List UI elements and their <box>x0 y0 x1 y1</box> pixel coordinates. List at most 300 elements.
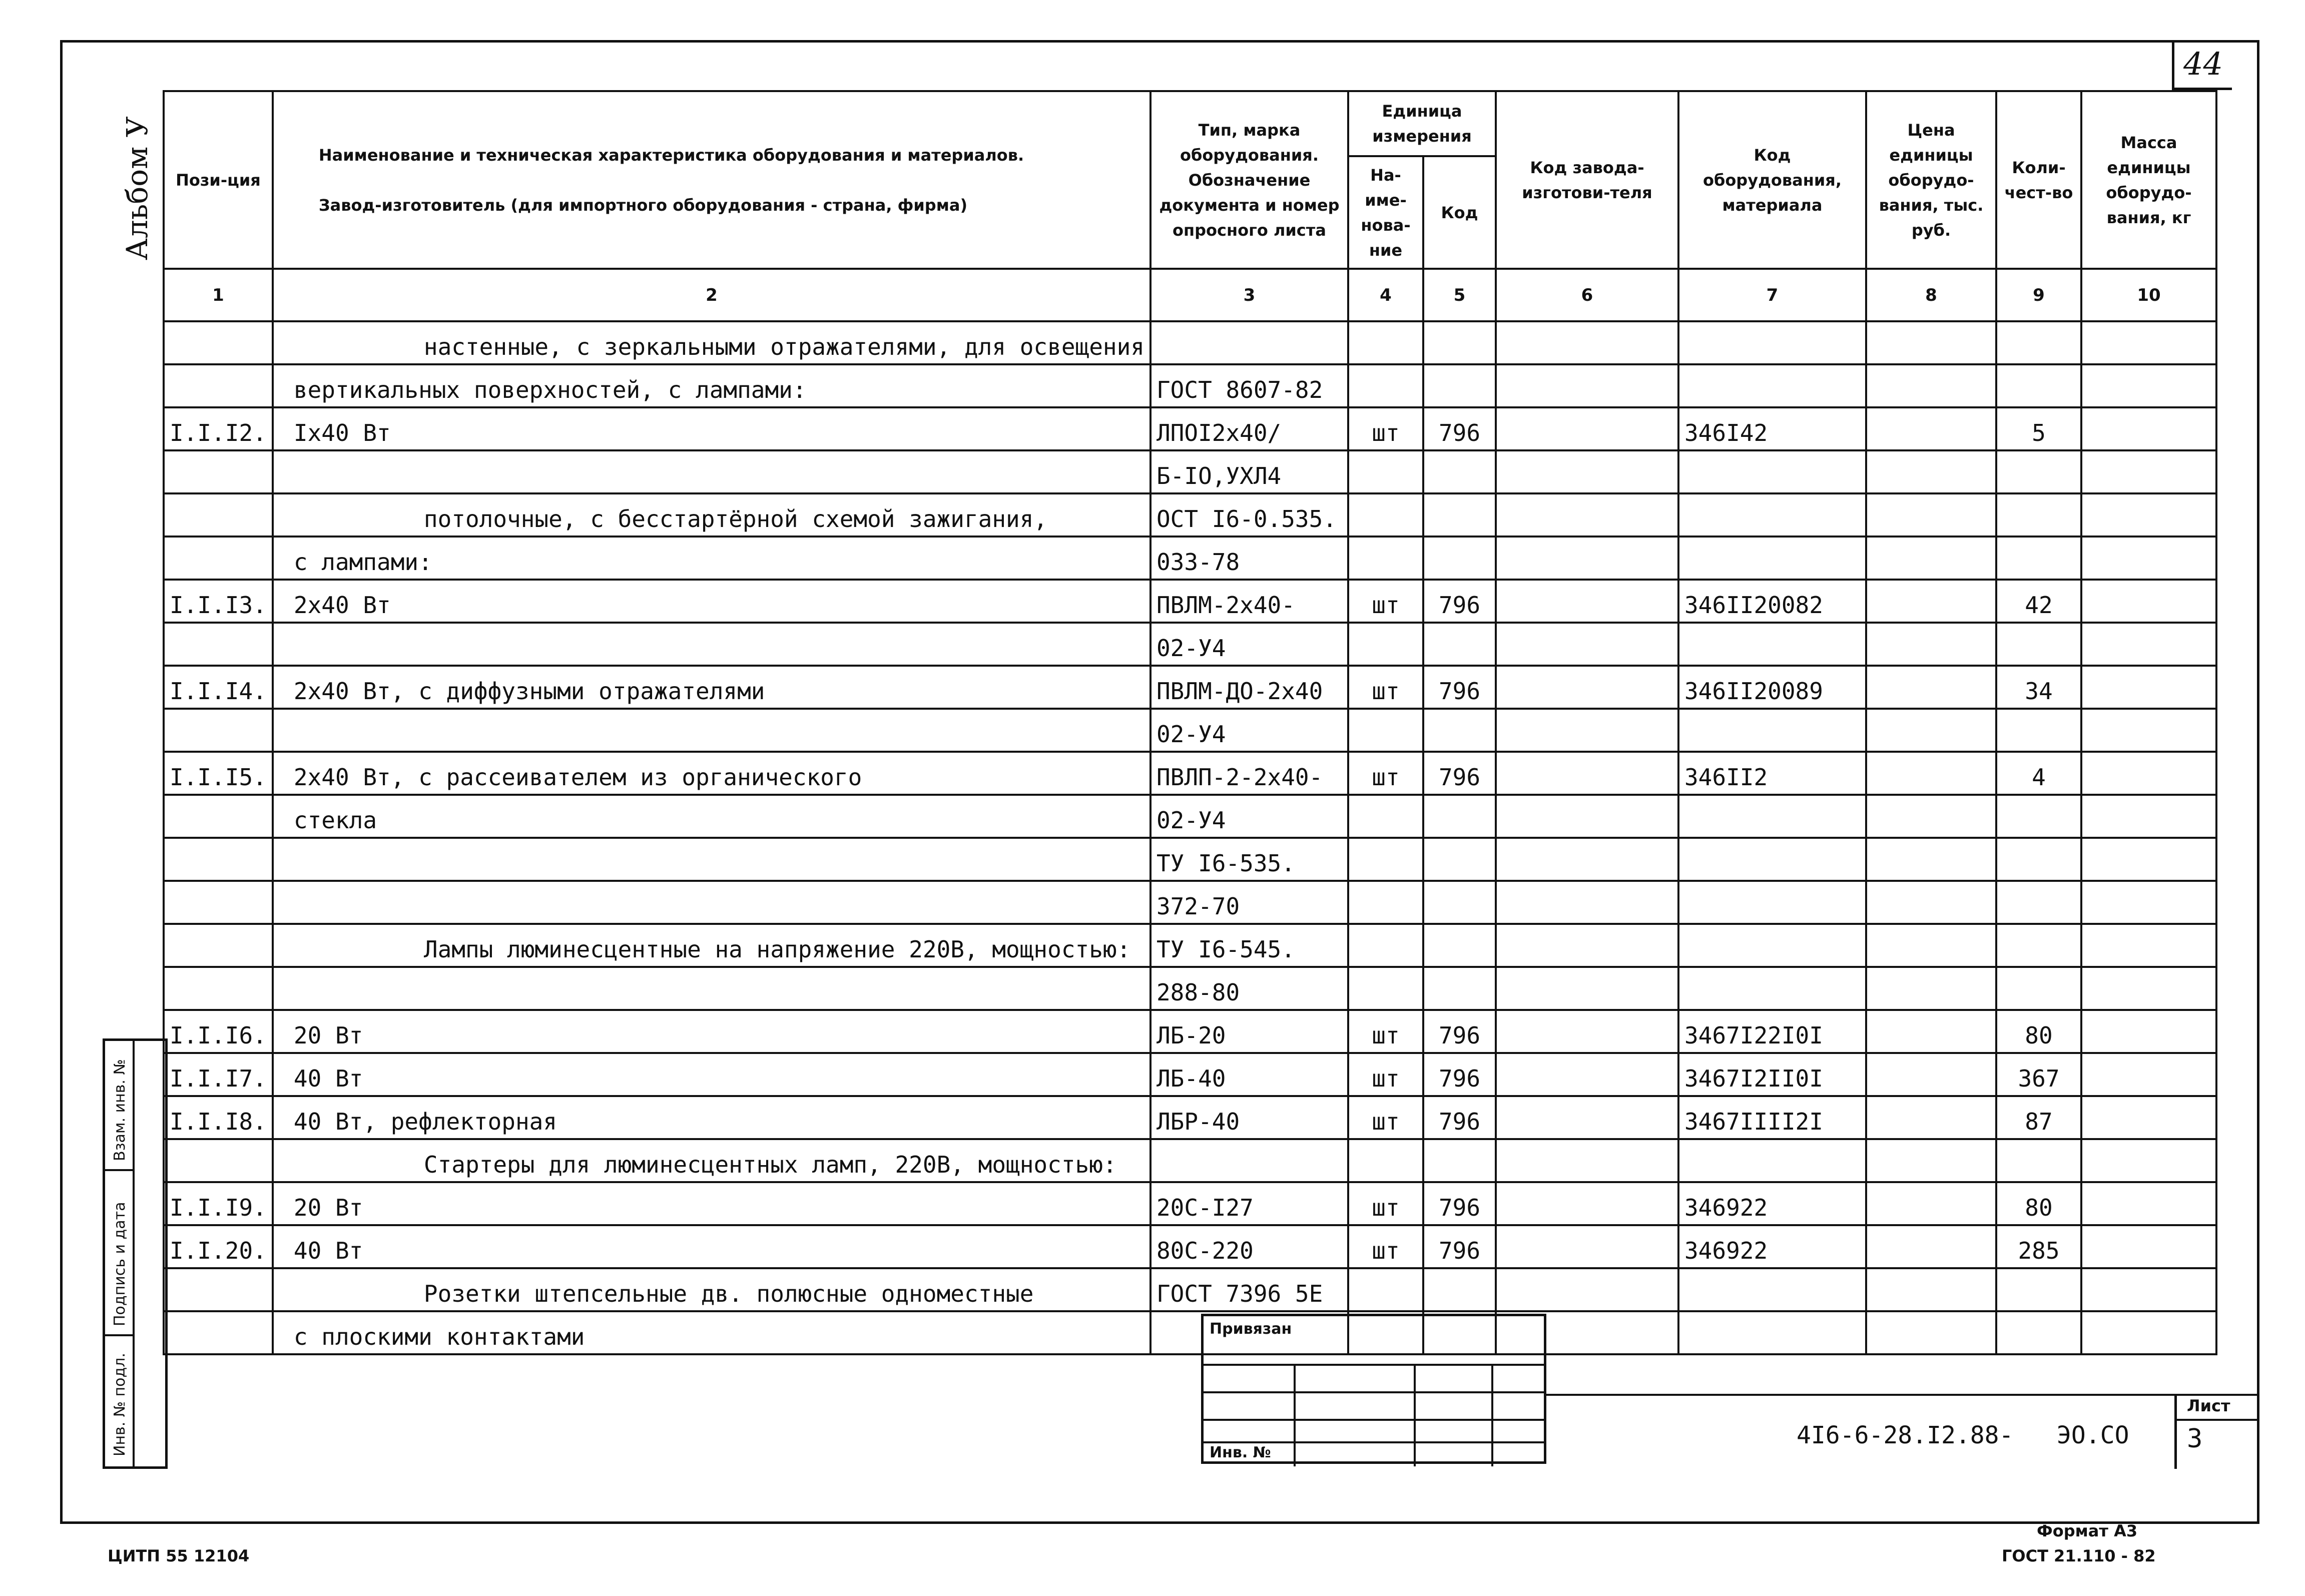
cell-name: 20 Вт <box>273 1182 1150 1225</box>
cell-plant-code <box>1496 709 1678 752</box>
cell-name: стекла <box>273 795 1150 838</box>
cell-price <box>1866 924 1996 967</box>
cell-price <box>1866 623 1996 666</box>
cell-plant-code <box>1496 580 1678 623</box>
cell-mass <box>2081 537 2216 580</box>
cell-unit-code: 796 <box>1423 1053 1496 1096</box>
cell-name: 40 Вт <box>273 1053 1150 1096</box>
cell-mass <box>2081 1268 2216 1311</box>
cell-position <box>164 1139 273 1182</box>
cell-unit-name: шт <box>1348 1225 1423 1268</box>
cell-unit-code: 796 <box>1423 1010 1496 1053</box>
table-row <box>164 364 2216 407</box>
table-row <box>164 580 2216 623</box>
cell-position <box>164 537 273 580</box>
cell-type: ЛБР-40 <box>1150 1096 1348 1139</box>
table-row <box>164 795 2216 838</box>
equipment-spec-table <box>163 90 2217 1355</box>
cell-equip-code: 346922 <box>1678 1182 1866 1225</box>
cell-equip-code <box>1678 967 1866 1010</box>
cell-price <box>1866 1225 1996 1268</box>
cell-plant-code <box>1496 795 1678 838</box>
cell-plant-code <box>1496 623 1678 666</box>
stamp-bottom-label: Инв. № <box>1210 1444 1271 1461</box>
cell-mass <box>2081 1311 2216 1354</box>
table-row <box>164 881 2216 924</box>
cell-plant-code <box>1496 881 1678 924</box>
cell-mass <box>2081 364 2216 407</box>
header-quantity: Коли-чест-во <box>1996 91 2081 269</box>
cell-equip-code <box>1678 1311 1866 1354</box>
cell-name: 40 Вт, рефлекторная <box>273 1096 1150 1139</box>
cell-equip-code <box>1678 364 1866 407</box>
cell-type <box>1150 1139 1348 1182</box>
cell-plant-code <box>1496 666 1678 709</box>
cell-position <box>164 1268 273 1311</box>
cell-unit-name <box>1348 493 1423 537</box>
cell-name <box>273 838 1150 881</box>
cell-position <box>164 881 273 924</box>
cell-mass <box>2081 709 2216 752</box>
cell-quantity <box>1996 364 2081 407</box>
cell-name: 2х40 Вт, с рассеивателем из органического <box>273 752 1150 795</box>
cell-quantity: 367 <box>1996 1053 2081 1096</box>
cell-unit-name: шт <box>1348 752 1423 795</box>
cell-name: потолочные, с бесстартёрной схемой зажигания, <box>273 493 1150 537</box>
cell-unit-name: шт <box>1348 1096 1423 1139</box>
cell-unit-name <box>1348 1268 1423 1311</box>
cell-equip-code <box>1678 881 1866 924</box>
table-row <box>164 407 2216 450</box>
cell-unit-code: 796 <box>1423 580 1496 623</box>
cell-unit-code <box>1423 881 1496 924</box>
cell-equip-code: 3467I22I0I <box>1678 1010 1866 1053</box>
cell-price <box>1866 666 1996 709</box>
table-row <box>164 450 2216 493</box>
cell-type: ЛБ-40 <box>1150 1053 1348 1096</box>
cell-mass <box>2081 580 2216 623</box>
cell-position: I.I.20. <box>164 1225 273 1268</box>
cell-type: ОСТ I6-0.535. <box>1150 493 1348 537</box>
cell-plant-code <box>1496 1053 1678 1096</box>
header-unit-name: На-име-нова-ние <box>1348 156 1423 269</box>
cell-mass <box>2081 1053 2216 1096</box>
cell-mass <box>2081 493 2216 537</box>
table-row <box>164 1268 2216 1311</box>
cell-type: 288-80 <box>1150 967 1348 1010</box>
side-strip-divider <box>133 1041 135 1466</box>
cell-quantity: 5 <box>1996 407 2081 450</box>
cell-position: I.I.I9. <box>164 1182 273 1225</box>
cell-quantity <box>1996 623 2081 666</box>
album-label: Альбом У <box>120 116 154 260</box>
header-name <box>273 91 1150 269</box>
cell-position: I.I.I2. <box>164 407 273 450</box>
cell-type: ГОСТ 7396 5Е <box>1150 1268 1348 1311</box>
table-row <box>164 752 2216 795</box>
cell-unit-code <box>1423 795 1496 838</box>
cell-plant-code <box>1496 450 1678 493</box>
cell-equip-code <box>1678 623 1866 666</box>
table-row <box>164 1010 2216 1053</box>
header-name-line2: Завод-изготовитель (для импортного оборудования - страна, фирма) <box>318 195 968 215</box>
cell-mass <box>2081 623 2216 666</box>
cell-unit-name: шт <box>1348 666 1423 709</box>
cell-quantity <box>1996 838 2081 881</box>
cell-mass <box>2081 1225 2216 1268</box>
cell-plant-code <box>1496 1268 1678 1311</box>
cell-unit-code <box>1423 1139 1496 1182</box>
sheet-box-line <box>2177 1419 2259 1421</box>
table-row <box>164 1182 2216 1225</box>
cell-plant-code <box>1496 924 1678 967</box>
cell-quantity <box>1996 967 2081 1010</box>
cell-price <box>1866 580 1996 623</box>
table-row <box>164 709 2216 752</box>
cell-position: I.I.I5. <box>164 752 273 795</box>
cell-unit-code: 796 <box>1423 752 1496 795</box>
cell-quantity <box>1996 795 2081 838</box>
cell-position: I.I.I7. <box>164 1053 273 1096</box>
footer-gost: ГОСТ 21.110 - 82 <box>2002 1546 2156 1565</box>
cell-plant-code <box>1496 967 1678 1010</box>
cell-name: 2х40 Вт <box>273 580 1150 623</box>
cell-type: ГОСТ 8607-82 <box>1150 364 1348 407</box>
col-number: 10 <box>2081 269 2216 321</box>
cell-mass <box>2081 407 2216 450</box>
cell-position <box>164 1311 273 1354</box>
cell-unit-name <box>1348 623 1423 666</box>
header-name-line1: Наименование и техническая характеристика оборудования и материалов. <box>318 145 1024 165</box>
cell-unit-code <box>1423 537 1496 580</box>
cell-equip-code <box>1678 709 1866 752</box>
cell-unit-code <box>1423 1268 1496 1311</box>
cell-name: Стартеры для люминесцентных ламп, 220В, мощностью: <box>273 1139 1150 1182</box>
cell-equip-code <box>1678 795 1866 838</box>
side-label-original: Инв. № подл. <box>111 1353 129 1456</box>
col-number: 9 <box>1996 269 2081 321</box>
binding-stamp <box>1201 1314 1546 1464</box>
header-mass: Масса единицы оборудо-вания, кг <box>2081 91 2216 269</box>
cell-type: 20С-I27 <box>1150 1182 1348 1225</box>
cell-unit-code <box>1423 709 1496 752</box>
cell-price <box>1866 838 1996 881</box>
cell-price <box>1866 537 1996 580</box>
cell-plant-code <box>1496 1182 1678 1225</box>
side-cell-inv <box>105 1041 133 1171</box>
cell-unit-code <box>1423 321 1496 364</box>
stamp-divider <box>1294 1364 1296 1466</box>
sheet-label: Лист <box>2187 1396 2230 1415</box>
cell-quantity <box>1996 1268 2081 1311</box>
cell-mass <box>2081 838 2216 881</box>
cell-name <box>273 967 1150 1010</box>
cell-equip-code: 346922 <box>1678 1225 1866 1268</box>
cell-position <box>164 450 273 493</box>
cell-unit-name <box>1348 321 1423 364</box>
cell-position <box>164 967 273 1010</box>
cell-equip-code <box>1678 838 1866 881</box>
cell-equip-code <box>1678 450 1866 493</box>
cell-quantity: 87 <box>1996 1096 2081 1139</box>
cell-equip-code <box>1678 537 1866 580</box>
cell-unit-code <box>1423 623 1496 666</box>
cell-position <box>164 364 273 407</box>
cell-type: 80С-220 <box>1150 1225 1348 1268</box>
cell-position <box>164 838 273 881</box>
cell-unit-name: шт <box>1348 1053 1423 1096</box>
col-number: 7 <box>1678 269 1866 321</box>
table-row <box>164 537 2216 580</box>
table-row <box>164 1225 2216 1268</box>
table-row <box>164 838 2216 881</box>
cell-equip-code: 3467I2II0I <box>1678 1053 1866 1096</box>
cell-equip-code: 346II20089 <box>1678 666 1866 709</box>
cell-name <box>273 623 1150 666</box>
cell-mass <box>2081 752 2216 795</box>
sheet-box <box>2174 1394 2259 1469</box>
cell-mass <box>2081 1182 2216 1225</box>
document-code: 4I6-6-28.I2.88- <box>1797 1421 2014 1449</box>
cell-unit-code: 796 <box>1423 1182 1496 1225</box>
cell-type: 02-У4 <box>1150 623 1348 666</box>
cell-name: 20 Вт <box>273 1010 1150 1053</box>
cell-price <box>1866 364 1996 407</box>
cell-equip-code <box>1678 321 1866 364</box>
cell-unit-name <box>1348 924 1423 967</box>
cell-mass <box>2081 881 2216 924</box>
cell-price <box>1866 1010 1996 1053</box>
document-suffix: ЭО.СО <box>2057 1421 2129 1449</box>
side-cell-original <box>105 1336 133 1466</box>
cell-equip-code <box>1678 493 1866 537</box>
cell-type: ТУ I6-535. <box>1150 838 1348 881</box>
cell-mass <box>2081 967 2216 1010</box>
cell-type: ЛБ-20 <box>1150 1010 1348 1053</box>
cell-mass <box>2081 321 2216 364</box>
cell-quantity <box>1996 450 2081 493</box>
cell-price <box>1866 1139 1996 1182</box>
cell-position: I.I.I4. <box>164 666 273 709</box>
table-row <box>164 1053 2216 1096</box>
side-cell-sign <box>105 1171 133 1336</box>
cell-price <box>1866 321 1996 364</box>
cell-type: ПВЛМ-2х40- <box>1150 580 1348 623</box>
side-stamp-strip <box>103 1038 168 1469</box>
footer-left-code: ЦИТП 55 12104 <box>108 1546 250 1565</box>
cell-position <box>164 924 273 967</box>
stamp-divider <box>1491 1364 1493 1466</box>
cell-unit-code <box>1423 450 1496 493</box>
cell-equip-code: 346II20082 <box>1678 580 1866 623</box>
table-row <box>164 924 2216 967</box>
cell-unit-name <box>1348 967 1423 1010</box>
cell-unit-code: 796 <box>1423 1225 1496 1268</box>
cell-unit-name <box>1348 450 1423 493</box>
table-row <box>164 321 2216 364</box>
cell-position <box>164 795 273 838</box>
sheet-top-number: 44 <box>2172 40 2232 90</box>
title-block-line <box>1546 1394 2257 1396</box>
cell-quantity <box>1996 1139 2081 1182</box>
table-row <box>164 1311 2216 1354</box>
cell-position: I.I.I3. <box>164 580 273 623</box>
col-number: 6 <box>1496 269 1678 321</box>
cell-unit-name <box>1348 1139 1423 1182</box>
table-row <box>164 666 2216 709</box>
cell-name: Розетки штепсельные дв. полюсные одноместные <box>273 1268 1150 1311</box>
cell-type: 372-70 <box>1150 881 1348 924</box>
cell-unit-code <box>1423 967 1496 1010</box>
cell-name <box>273 881 1150 924</box>
cell-equip-code: 346II2 <box>1678 752 1866 795</box>
cell-price <box>1866 493 1996 537</box>
table-row <box>164 1096 2216 1139</box>
cell-plant-code <box>1496 1225 1678 1268</box>
cell-unit-name: шт <box>1348 1010 1423 1053</box>
col-number: 5 <box>1423 269 1496 321</box>
cell-name: Iх40 Вт <box>273 407 1150 450</box>
header-type: Тип, марка оборудования. Обозначение документа и номер опросного листа <box>1150 91 1348 269</box>
cell-type: ПВЛП-2-2х40- <box>1150 752 1348 795</box>
cell-position <box>164 623 273 666</box>
cell-unit-name <box>1348 881 1423 924</box>
cell-price <box>1866 795 1996 838</box>
side-label-inv: Взам. инв. № <box>111 1059 129 1161</box>
cell-type: ПВЛМ-ДО-2х40 <box>1150 666 1348 709</box>
cell-quantity <box>1996 709 2081 752</box>
cell-type: ТУ I6-545. <box>1150 924 1348 967</box>
cell-unit-code <box>1423 364 1496 407</box>
cell-name: 2х40 Вт, с диффузными отражателями <box>273 666 1150 709</box>
table-row <box>164 1139 2216 1182</box>
cell-unit-name <box>1348 838 1423 881</box>
table-row <box>164 967 2216 1010</box>
cell-mass <box>2081 1010 2216 1053</box>
table-row <box>164 623 2216 666</box>
side-label-sign: Подпись и дата <box>111 1202 129 1326</box>
cell-price <box>1866 967 1996 1010</box>
cell-mass <box>2081 1139 2216 1182</box>
cell-quantity: 34 <box>1996 666 2081 709</box>
cell-type <box>1150 321 1348 364</box>
header-unit-code: Код <box>1423 156 1496 269</box>
header-equip-code: Код оборудования, материала <box>1678 91 1866 269</box>
cell-unit-code <box>1423 493 1496 537</box>
cell-quantity: 80 <box>1996 1182 2081 1225</box>
cell-plant-code <box>1496 752 1678 795</box>
cell-price <box>1866 881 1996 924</box>
cell-position: I.I.I6. <box>164 1010 273 1053</box>
cell-plant-code <box>1496 537 1678 580</box>
cell-unit-code <box>1423 924 1496 967</box>
stamp-top-label: Привязан <box>1210 1320 1292 1338</box>
cell-mass <box>2081 795 2216 838</box>
cell-position <box>164 321 273 364</box>
cell-position <box>164 709 273 752</box>
cell-quantity: 42 <box>1996 580 2081 623</box>
cell-name <box>273 709 1150 752</box>
cell-unit-code: 796 <box>1423 1096 1496 1139</box>
cell-name: вертикальных поверхностей, с лампами: <box>273 364 1150 407</box>
cell-mass <box>2081 666 2216 709</box>
cell-plant-code <box>1496 1010 1678 1053</box>
table-body <box>164 321 2216 1354</box>
cell-price <box>1866 1311 1996 1354</box>
cell-mass <box>2081 1096 2216 1139</box>
cell-plant-code <box>1496 321 1678 364</box>
cell-price <box>1866 450 1996 493</box>
cell-equip-code <box>1678 1268 1866 1311</box>
cell-quantity: 285 <box>1996 1225 2081 1268</box>
cell-quantity <box>1996 537 2081 580</box>
cell-price <box>1866 1268 1996 1311</box>
cell-unit-name <box>1348 709 1423 752</box>
stamp-divider <box>1414 1364 1416 1466</box>
cell-position <box>164 493 273 537</box>
cell-price <box>1866 1182 1996 1225</box>
cell-equip-code <box>1678 924 1866 967</box>
table-row <box>164 493 2216 537</box>
header-price: Цена единицы оборудо-вания, тыс. руб. <box>1866 91 1996 269</box>
sheet-value: 3 <box>2187 1424 2203 1454</box>
cell-type: 02-У4 <box>1150 795 1348 838</box>
cell-name: с лампами: <box>273 537 1150 580</box>
cell-unit-name: шт <box>1348 1182 1423 1225</box>
cell-unit-code <box>1423 838 1496 881</box>
cell-name: настенные, с зеркальными отражателями, для освещения <box>273 321 1150 364</box>
cell-price <box>1866 709 1996 752</box>
col-number: 4 <box>1348 269 1423 321</box>
cell-position: I.I.I8. <box>164 1096 273 1139</box>
cell-unit-name: шт <box>1348 407 1423 450</box>
cell-plant-code <box>1496 407 1678 450</box>
cell-quantity <box>1996 1311 2081 1354</box>
cell-name: с плоскими контактами <box>273 1311 1150 1354</box>
cell-quantity <box>1996 924 2081 967</box>
cell-plant-code <box>1496 364 1678 407</box>
cell-quantity <box>1996 881 2081 924</box>
cell-name: 40 Вт <box>273 1225 1150 1268</box>
cell-quantity <box>1996 321 2081 364</box>
cell-name <box>273 450 1150 493</box>
header-position: Пози-ция <box>164 91 273 269</box>
cell-quantity: 80 <box>1996 1010 2081 1053</box>
cell-name: Лампы люминесцентные на напряжение 220В, мощностью: <box>273 924 1150 967</box>
cell-quantity <box>1996 493 2081 537</box>
cell-mass <box>2081 924 2216 967</box>
cell-unit-name <box>1348 795 1423 838</box>
cell-type: Б-IO,УХЛ4 <box>1150 450 1348 493</box>
cell-quantity: 4 <box>1996 752 2081 795</box>
header-plant-code: Код завода-изготови-теля <box>1496 91 1678 269</box>
header-unit: Единица измерения <box>1348 91 1496 156</box>
cell-unit-code: 796 <box>1423 407 1496 450</box>
cell-type: 033-78 <box>1150 537 1348 580</box>
cell-plant-code <box>1496 1139 1678 1182</box>
cell-unit-name <box>1348 537 1423 580</box>
col-number: 1 <box>164 269 273 321</box>
cell-plant-code <box>1496 838 1678 881</box>
cell-price <box>1866 407 1996 450</box>
col-number: 8 <box>1866 269 1996 321</box>
cell-price <box>1866 1096 1996 1139</box>
cell-mass <box>2081 450 2216 493</box>
cell-equip-code <box>1678 1139 1866 1182</box>
cell-unit-name <box>1348 364 1423 407</box>
cell-price <box>1866 1053 1996 1096</box>
cell-price <box>1866 752 1996 795</box>
